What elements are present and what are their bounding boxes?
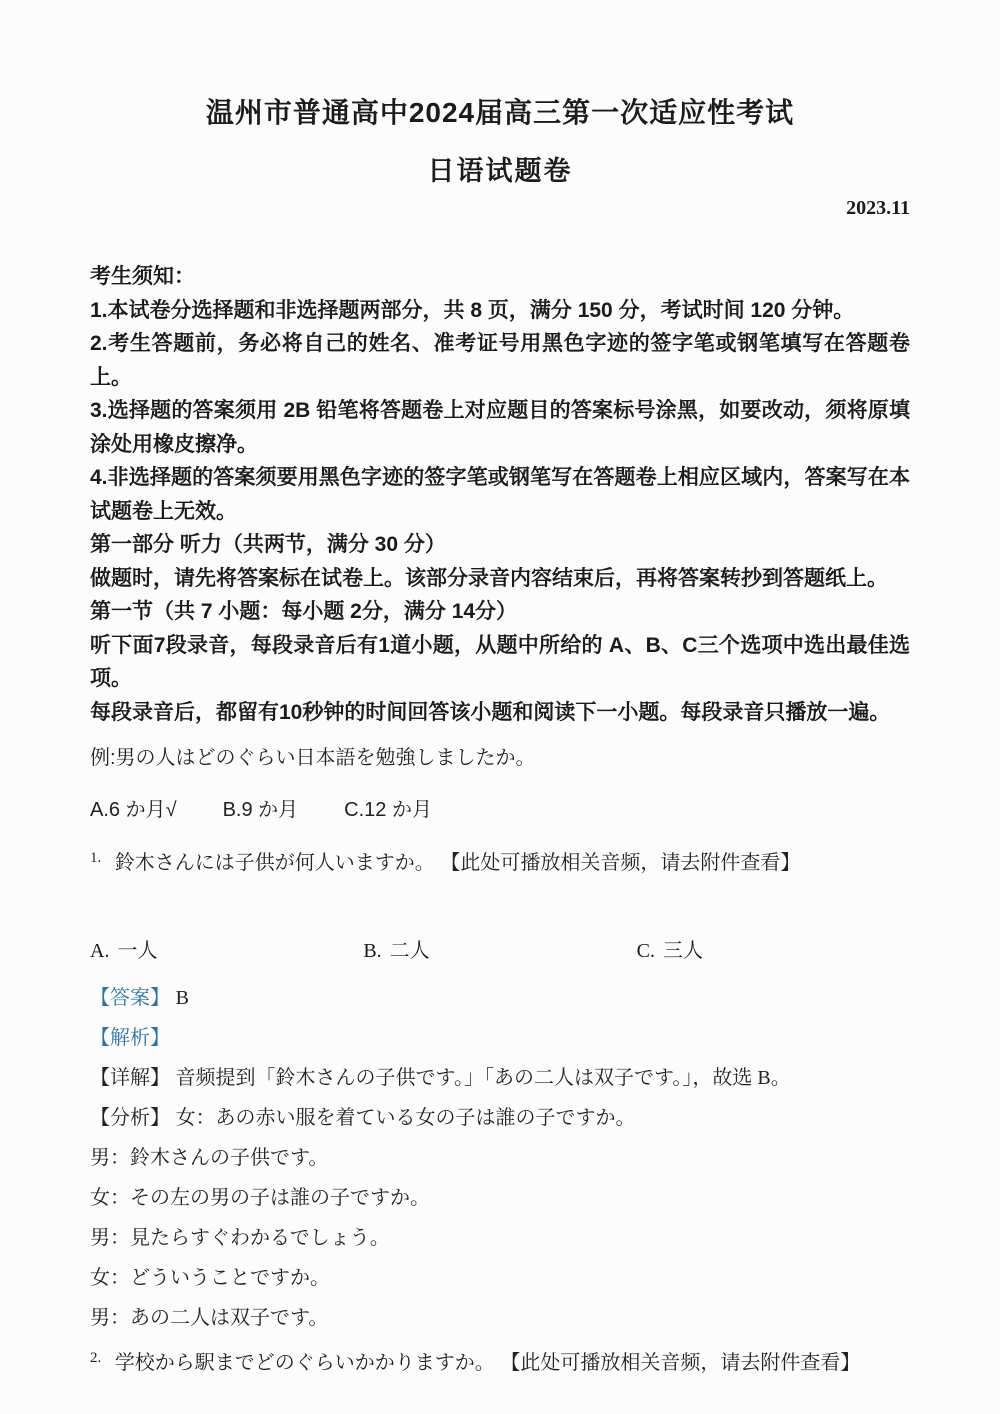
- dialog-line-2: 女：その左の男の子は誰の子ですか。: [90, 1187, 430, 1209]
- option-a-label: A.: [90, 940, 110, 962]
- analysis-label: 【解析】: [90, 1027, 170, 1049]
- notice-item-4: 4.非选择题的答案须要用黑色字迹的签字笔或钢笔写在答题卷上相应区域内，答案写在本试题卷上无效。: [90, 466, 910, 523]
- example-option-b: B.9 か月: [222, 799, 299, 821]
- question-1-text: 鈴木さんには子供が何人いますか。: [114, 852, 435, 874]
- breakdown-label: 【分析】: [90, 1107, 170, 1129]
- example-options-row: [90, 797, 910, 823]
- detail-line: [90, 1065, 910, 1091]
- question-2-text: 学校から駅までどのぐらいかかりますか。: [114, 1352, 495, 1374]
- listening-part-heading: 第一部分 听力（共两节，满分 30 分）: [90, 533, 446, 556]
- breakdown-line: [90, 1105, 910, 1131]
- question-1-audio-note: 【此处可播放相关音频，请去附件查看】: [440, 852, 801, 874]
- listening-section-note-2: 每段录音后，都留有10秒钟的时间回答该小题和阅读下一小题。每段录音只播放一遍。: [90, 700, 891, 724]
- page-subtitle: 日语试题卷: [427, 156, 573, 186]
- option-c-label: C.: [636, 940, 655, 962]
- example-option-a: A.6 か月√: [90, 799, 177, 821]
- detail-text: 音频提到「鈴木さんの子供です。」「あの二人は双子です。」，故选 B。: [175, 1067, 791, 1089]
- question-2-audio-note: 【此处可播放相关音频，请去附件查看】: [500, 1352, 861, 1374]
- option-a: [90, 934, 363, 963]
- question-2: [90, 1345, 910, 1376]
- listening-section-note-1: 听下面7段录音，每段录音后有1道小题，从题中所给的 A、B、C三个选项中选出最佳选项。: [90, 633, 910, 690]
- notice-item-2: 2.考生答题前，务必将自己的姓名、准考证号用黑色字迹的签字笔或钢笔填写在答题卷上。: [90, 332, 910, 389]
- question-1-options-row: [90, 934, 910, 963]
- listening-section-heading: 第一节（共 7 小题：每小题 2分，满分 14分）: [90, 600, 518, 623]
- listening-part-note: 做题时，请先将答案标在试卷上。该部分录音内容结束后，再将答案转抄到答题纸上。: [90, 566, 888, 590]
- option-b-label: B.: [363, 940, 382, 962]
- option-c: [637, 934, 910, 963]
- notice-section: [90, 260, 910, 729]
- dialog-line-4: 女：どういうことですか。: [90, 1267, 330, 1289]
- answer-line: [90, 985, 910, 1011]
- dialog-line-1: 男：鈴木さんの子供です。: [90, 1147, 329, 1169]
- detail-label: 【详解】: [90, 1067, 170, 1089]
- page-title: 温州市普通高中2024届高三第一次适应性考试: [205, 97, 795, 128]
- answer-value: B: [175, 987, 189, 1009]
- question-1-number: 1.: [90, 850, 102, 866]
- option-b-text: 二人: [389, 940, 430, 962]
- example-question: 例:男の人はどのぐらい日本語を勉強しましたか。: [90, 747, 536, 769]
- option-b: [363, 934, 636, 963]
- dialog-line-3: 男：見たらすぐわかるでしょう。: [90, 1227, 390, 1249]
- option-a-text: 一人: [117, 940, 158, 962]
- notice-heading: 考生须知：: [90, 265, 195, 288]
- answer-label: 【答案】: [90, 987, 170, 1009]
- question-1: [90, 845, 910, 876]
- breakdown-text: 女：あの赤い服を着ている女の子は誰の子ですか。: [175, 1107, 636, 1129]
- analysis-line: [90, 1025, 910, 1051]
- option-c-text: 三人: [663, 940, 703, 962]
- example-option-c: C.12 か月: [344, 799, 432, 821]
- exam-date: 2023.11: [846, 197, 910, 219]
- notice-item-1: 1.本试卷分选择题和非选择题两部分，共 8 页，满分 150 分，考试时间 120 分钟。: [90, 298, 855, 322]
- notice-item-3: 3.选择题的答案须用 2B 铅笔将答题卷上对应题目的答案标号涂黑，如要改动，须将原填涂处用橡皮擦净。: [90, 399, 910, 456]
- dialog-line-5: 男：あの二人は双子です。: [90, 1307, 329, 1329]
- question-2-number: 2.: [90, 1350, 102, 1366]
